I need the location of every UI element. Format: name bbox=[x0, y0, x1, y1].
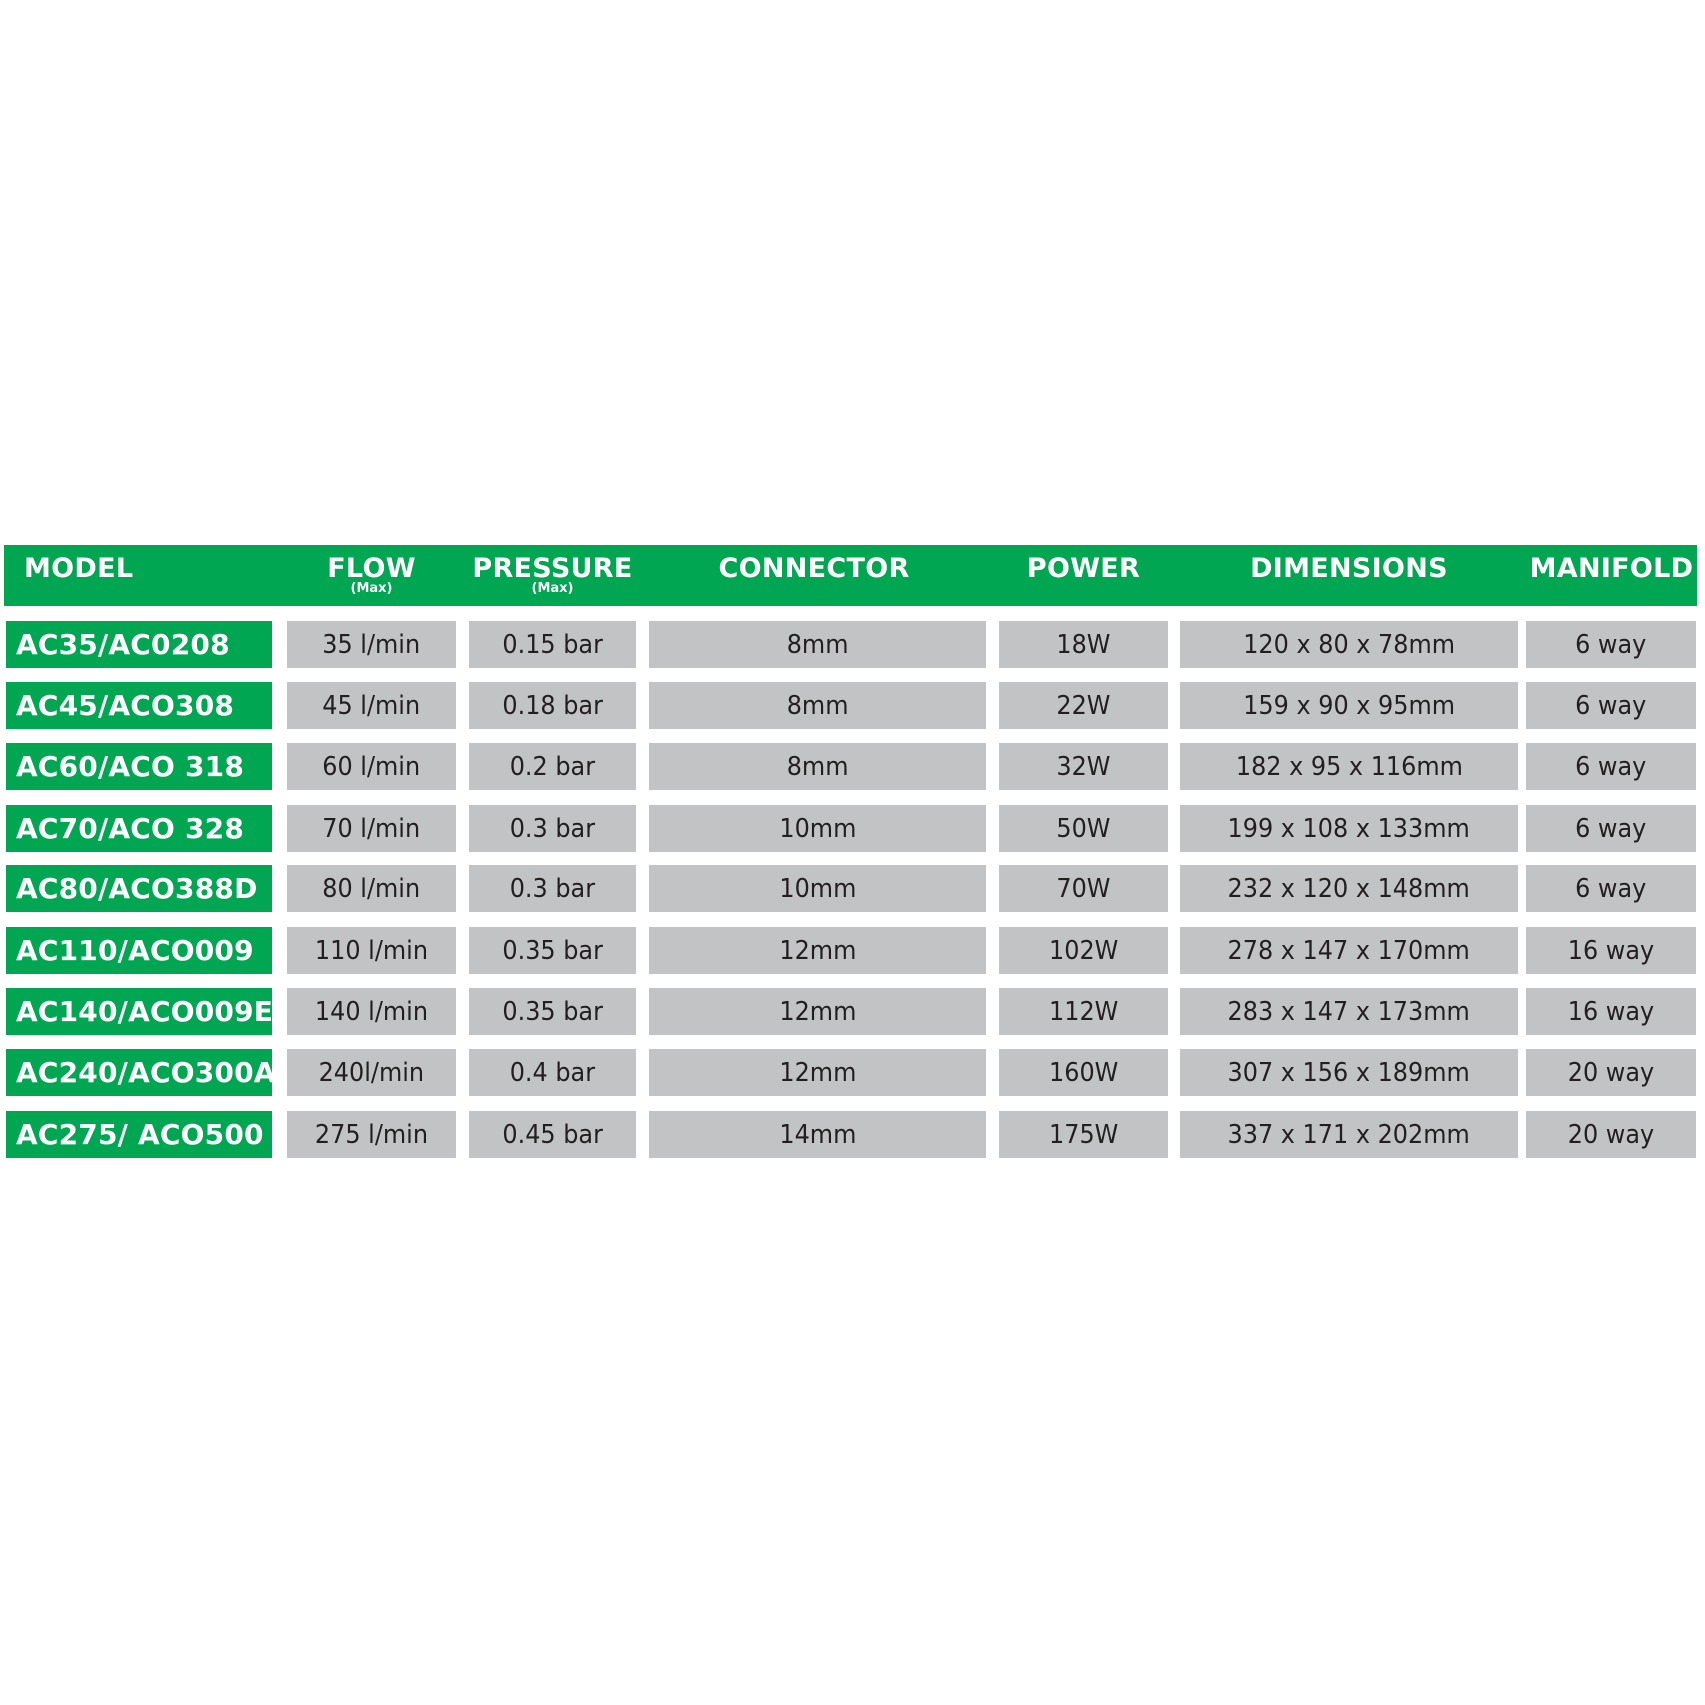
cell-model bbox=[6, 1111, 272, 1158]
dimensions-text: 307 x 156 x 189mm bbox=[1227, 1057, 1471, 1088]
cell-dimensions bbox=[1180, 1111, 1518, 1158]
cell-connector bbox=[649, 927, 986, 974]
header-flow bbox=[287, 545, 456, 606]
manifold-text: 6 way bbox=[1575, 690, 1647, 721]
header-connector bbox=[649, 545, 979, 606]
pressure-text: 0.35 bar bbox=[502, 996, 603, 1027]
power-text: 70W bbox=[1056, 873, 1111, 904]
cell-power bbox=[999, 927, 1168, 974]
power-text: 18W bbox=[1056, 629, 1111, 660]
cell-connector bbox=[649, 1049, 986, 1096]
model-text: AC110/ACO009 bbox=[16, 934, 254, 967]
cell-manifold bbox=[1526, 927, 1696, 974]
cell-model bbox=[6, 927, 272, 974]
table-header bbox=[4, 545, 1697, 606]
cell-flow bbox=[287, 865, 456, 912]
manifold-text: 6 way bbox=[1575, 873, 1647, 904]
connector-text: 10mm bbox=[778, 813, 857, 844]
cell-power bbox=[999, 743, 1168, 790]
cell-pressure bbox=[469, 1111, 636, 1158]
cell-manifold bbox=[1526, 1111, 1696, 1158]
header-flow-label: FLOW bbox=[327, 553, 416, 584]
cell-pressure bbox=[469, 621, 636, 668]
cell-manifold bbox=[1526, 682, 1696, 729]
cell-manifold bbox=[1526, 621, 1696, 668]
header-pressure-sub: (Max) bbox=[531, 581, 574, 596]
connector-text: 10mm bbox=[778, 873, 857, 904]
cell-flow bbox=[287, 621, 456, 668]
flow-text: 140 l/min bbox=[314, 996, 429, 1027]
pressure-text: 0.2 bar bbox=[509, 751, 596, 782]
cell-pressure bbox=[469, 682, 636, 729]
cell-manifold bbox=[1526, 743, 1696, 790]
cell-dimensions bbox=[1180, 621, 1518, 668]
manifold-text: 20 way bbox=[1567, 1119, 1655, 1150]
header-dimensions-label: DIMENSIONS bbox=[1250, 553, 1448, 584]
flow-text: 70 l/min bbox=[322, 813, 421, 844]
model-text: AC140/ACO009E bbox=[16, 995, 274, 1028]
dimensions-text: 182 x 95 x 116mm bbox=[1235, 751, 1463, 782]
cell-flow bbox=[287, 1111, 456, 1158]
model-text: AC240/ACO300A bbox=[16, 1056, 276, 1089]
cell-dimensions bbox=[1180, 1049, 1518, 1096]
header-manifold-label: MANIFOLD bbox=[1529, 553, 1694, 584]
cell-manifold bbox=[1526, 1049, 1696, 1096]
power-text: 22W bbox=[1056, 690, 1111, 721]
manifold-text: 16 way bbox=[1567, 996, 1655, 1027]
cell-pressure bbox=[469, 805, 636, 852]
pressure-text: 0.3 bar bbox=[509, 873, 596, 904]
cell-dimensions bbox=[1180, 743, 1518, 790]
dimensions-text: 232 x 120 x 148mm bbox=[1227, 873, 1471, 904]
cell-flow bbox=[287, 927, 456, 974]
connector-text: 14mm bbox=[778, 1119, 857, 1150]
cell-pressure bbox=[469, 1049, 636, 1096]
cell-pressure bbox=[469, 988, 636, 1035]
cell-dimensions bbox=[1180, 805, 1518, 852]
pressure-text: 0.45 bar bbox=[502, 1119, 603, 1150]
connector-text: 12mm bbox=[778, 1057, 857, 1088]
manifold-text: 6 way bbox=[1575, 629, 1647, 660]
header-pressure bbox=[469, 545, 636, 606]
header-pressure-label: PRESSURE bbox=[472, 553, 633, 584]
cell-dimensions bbox=[1180, 927, 1518, 974]
cell-power bbox=[999, 682, 1168, 729]
cell-power bbox=[999, 805, 1168, 852]
cell-model bbox=[6, 682, 272, 729]
connector-text: 8mm bbox=[786, 690, 849, 721]
cell-model bbox=[6, 805, 272, 852]
pressure-text: 0.4 bar bbox=[509, 1057, 596, 1088]
model-text: AC35/AC0208 bbox=[16, 628, 230, 661]
cell-flow bbox=[287, 1049, 456, 1096]
power-text: 175W bbox=[1048, 1119, 1119, 1150]
connector-text: 8mm bbox=[786, 629, 849, 660]
cell-pressure bbox=[469, 927, 636, 974]
cell-manifold bbox=[1526, 865, 1696, 912]
dimensions-text: 337 x 171 x 202mm bbox=[1227, 1119, 1471, 1150]
cell-power bbox=[999, 865, 1168, 912]
manifold-text: 6 way bbox=[1575, 751, 1647, 782]
cell-power bbox=[999, 1111, 1168, 1158]
flow-text: 60 l/min bbox=[322, 751, 421, 782]
flow-text: 110 l/min bbox=[314, 935, 429, 966]
dimensions-text: 159 x 90 x 95mm bbox=[1243, 690, 1455, 721]
cell-connector bbox=[649, 743, 986, 790]
flow-text: 240l/min bbox=[318, 1057, 425, 1088]
connector-text: 12mm bbox=[778, 996, 857, 1027]
header-manifold bbox=[1526, 545, 1697, 606]
cell-connector bbox=[649, 1111, 986, 1158]
cell-connector bbox=[649, 805, 986, 852]
cell-dimensions bbox=[1180, 988, 1518, 1035]
dimensions-text: 278 x 147 x 170mm bbox=[1227, 935, 1471, 966]
cell-connector bbox=[649, 682, 986, 729]
flow-text: 45 l/min bbox=[322, 690, 421, 721]
cell-dimensions bbox=[1180, 682, 1518, 729]
cell-pressure bbox=[469, 743, 636, 790]
manifold-text: 6 way bbox=[1575, 813, 1647, 844]
cell-connector bbox=[649, 988, 986, 1035]
cell-manifold bbox=[1526, 805, 1696, 852]
flow-text: 80 l/min bbox=[322, 873, 421, 904]
flow-text: 35 l/min bbox=[322, 629, 421, 660]
model-text: AC70/ACO 328 bbox=[16, 812, 245, 845]
header-connector-label: CONNECTOR bbox=[718, 553, 910, 584]
connector-text: 8mm bbox=[786, 751, 849, 782]
cell-flow bbox=[287, 743, 456, 790]
header-dimensions bbox=[1180, 545, 1518, 606]
header-model-label: MODEL bbox=[24, 553, 134, 584]
cell-power bbox=[999, 1049, 1168, 1096]
cell-flow bbox=[287, 682, 456, 729]
cell-model bbox=[6, 743, 272, 790]
power-text: 32W bbox=[1056, 751, 1111, 782]
cell-model bbox=[6, 1049, 276, 1096]
dimensions-text: 283 x 147 x 173mm bbox=[1227, 996, 1471, 1027]
model-text: AC275/ ACO500 bbox=[16, 1118, 264, 1151]
connector-text: 12mm bbox=[778, 935, 857, 966]
flow-text: 275 l/min bbox=[314, 1119, 429, 1150]
cell-flow bbox=[287, 805, 456, 852]
model-text: AC60/ACO 318 bbox=[16, 750, 245, 783]
manifold-text: 16 way bbox=[1567, 935, 1655, 966]
cell-model bbox=[6, 988, 272, 1035]
power-text: 50W bbox=[1056, 813, 1111, 844]
pressure-text: 0.35 bar bbox=[502, 935, 603, 966]
pressure-text: 0.3 bar bbox=[509, 813, 596, 844]
model-text: AC80/ACO388D bbox=[16, 872, 258, 905]
cell-manifold bbox=[1526, 988, 1696, 1035]
pressure-text: 0.15 bar bbox=[502, 629, 603, 660]
cell-model bbox=[6, 865, 272, 912]
power-text: 102W bbox=[1048, 935, 1119, 966]
cell-connector bbox=[649, 621, 986, 668]
cell-model bbox=[6, 621, 272, 668]
cell-connector bbox=[649, 865, 986, 912]
power-text: 112W bbox=[1048, 996, 1119, 1027]
manifold-text: 20 way bbox=[1567, 1057, 1655, 1088]
header-power bbox=[999, 545, 1168, 606]
cell-dimensions bbox=[1180, 865, 1518, 912]
header-power-label: POWER bbox=[1026, 553, 1141, 584]
pressure-text: 0.18 bar bbox=[502, 690, 603, 721]
cell-power bbox=[999, 988, 1168, 1035]
dimensions-text: 120 x 80 x 78mm bbox=[1243, 629, 1455, 660]
cell-power bbox=[999, 621, 1168, 668]
model-text: AC45/ACO308 bbox=[16, 689, 235, 722]
header-flow-sub: (Max) bbox=[350, 581, 393, 596]
cell-flow bbox=[287, 988, 456, 1035]
dimensions-text: 199 x 108 x 133mm bbox=[1227, 813, 1471, 844]
cell-pressure bbox=[469, 865, 636, 912]
power-text: 160W bbox=[1048, 1057, 1119, 1088]
header-model bbox=[4, 545, 284, 606]
